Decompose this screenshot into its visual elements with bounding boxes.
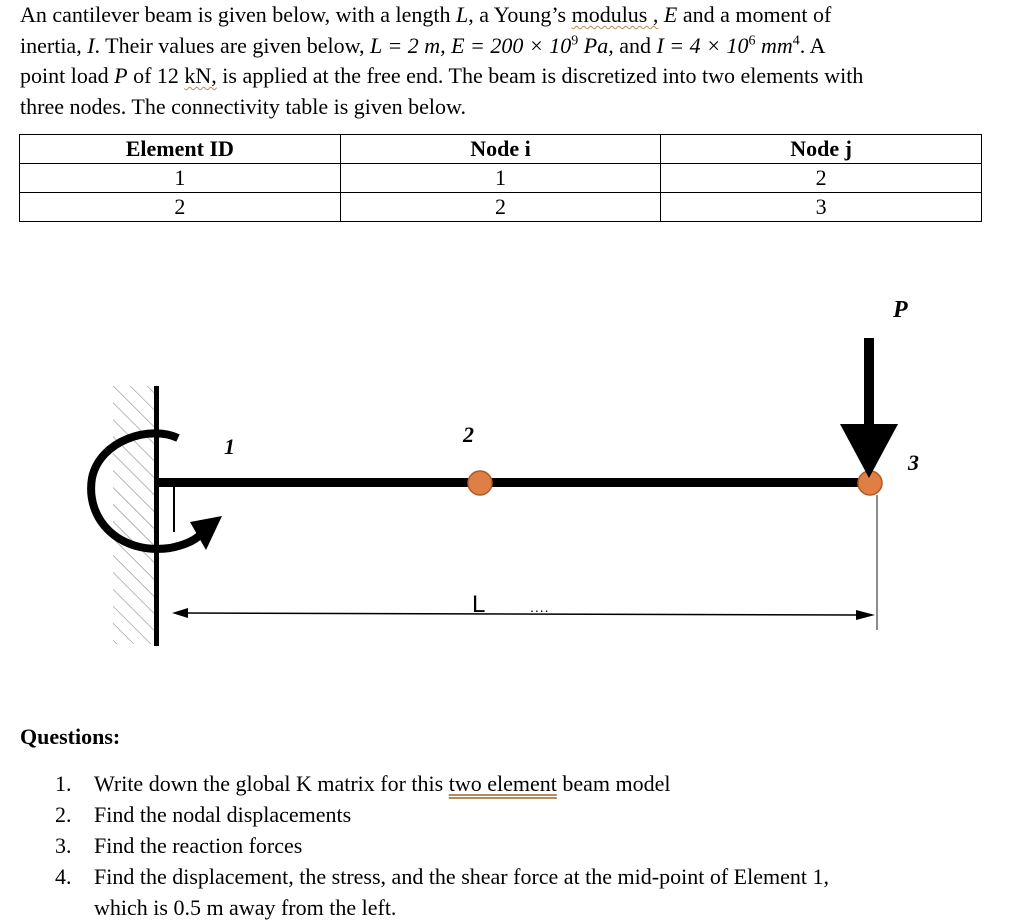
dimension-line [185, 613, 858, 615]
fixed-wall [154, 386, 159, 646]
load-arrowhead [840, 424, 898, 478]
header-node-j: Node j [661, 135, 982, 164]
question-item: 1. Write down the global K matrix for this two element beam model [55, 771, 671, 796]
questions-list [55, 768, 955, 923]
problem-line-3: point load P of 12 kN, is applied at the free end. The beam is discretized into two elements with [20, 63, 864, 88]
header-node-i: Node i [340, 135, 661, 164]
load-arrow-shaft [864, 338, 874, 426]
dimension-arrow-left [172, 608, 188, 618]
kn-word: kN, [184, 63, 217, 88]
table-cell: 3 [661, 193, 982, 222]
node-label-1: 1 [224, 434, 235, 459]
table-cell: 1 [340, 164, 661, 193]
table-cell: 2 [20, 193, 341, 222]
table-row [20, 193, 982, 222]
problem-line-1: An cantilever beam is given below, with a length L, a Young’s modulus , E and a moment of [20, 2, 832, 27]
problem-statement [20, 0, 1005, 122]
moment-arrowhead [190, 516, 222, 550]
node-2 [468, 471, 492, 495]
beam-figure [0, 290, 1024, 670]
length-dots: .... [530, 599, 550, 615]
questions-heading: Questions: [20, 724, 121, 749]
wall-hatching [113, 386, 156, 644]
problem-line-2: inertia, I. Their values are given below, L = 2 m, $E = 200 \times 10^9$ Pa, and $I = 4 \times 10^6$ $mm^4$. A [20, 32, 826, 58]
table-cell: 1 [20, 164, 341, 193]
header-element-id: Element ID [20, 135, 341, 164]
question-item: 4. Find the displacement, the stress, and the shear force at the mid-point of Element 1, which is 0.5 m away from the left. [55, 864, 829, 920]
dimension-arrow-right [856, 610, 875, 620]
table-row [20, 164, 982, 193]
two-element-phrase: two element [448, 771, 557, 796]
table-cell: 2 [661, 164, 982, 193]
problem-line-4: three nodes. The connectivity table is given below. [20, 93, 466, 119]
length-label: L [472, 591, 486, 618]
node-label-3: 3 [908, 450, 919, 475]
question-item: 2. Find the nodal displacements [55, 802, 352, 827]
table-cell: 2 [340, 193, 661, 222]
question-item: 3. Find the reaction forces [55, 833, 303, 858]
node-label-2: 2 [463, 422, 474, 447]
load-label: P [893, 297, 908, 323]
connectivity-table [19, 134, 982, 222]
modulus-word: modulus , [571, 2, 659, 27]
table-header-row [20, 135, 982, 164]
beam [159, 478, 870, 487]
